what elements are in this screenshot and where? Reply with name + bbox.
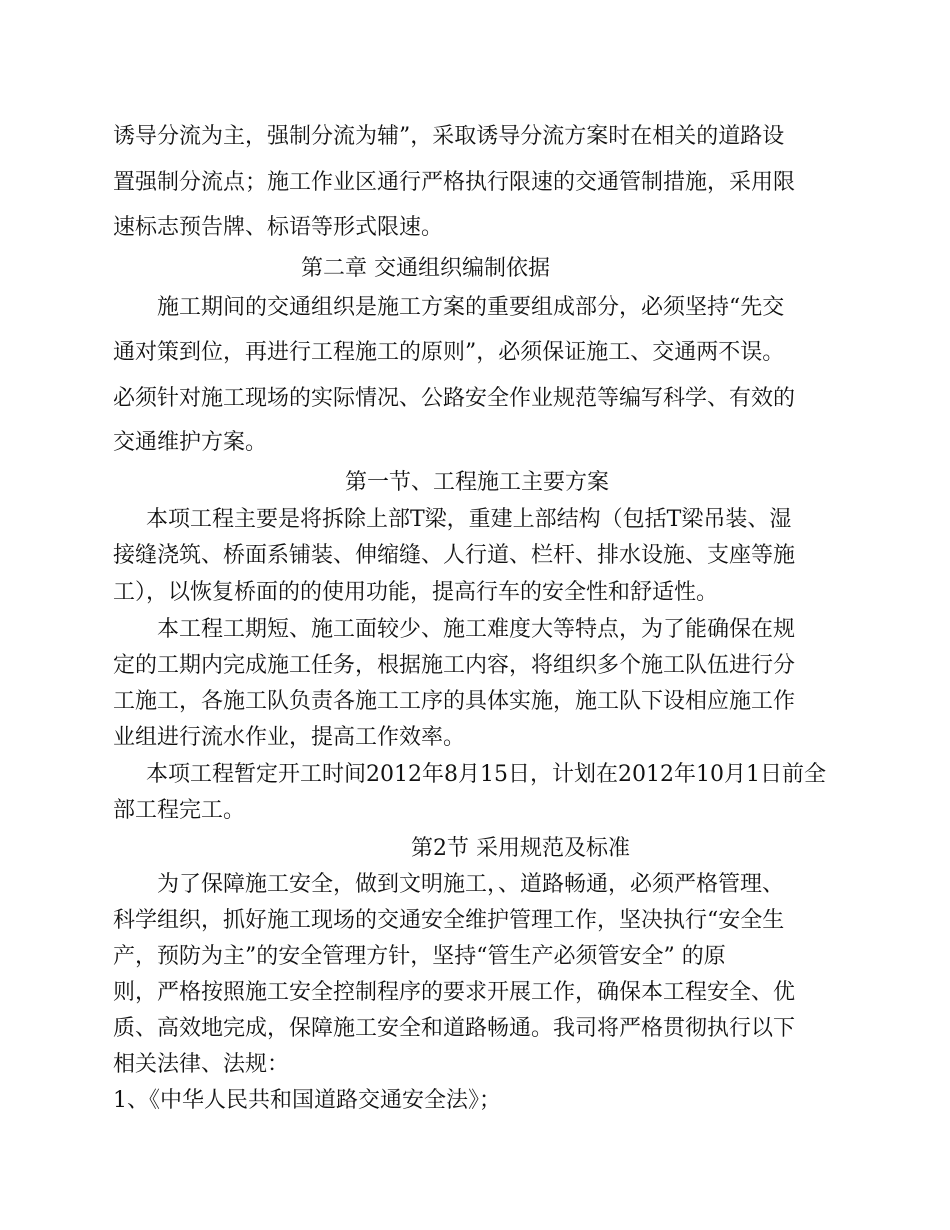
paragraph-line: 置强制分流点；施工作业区通行严格执行限速的交通管制措施，采用限: [113, 170, 796, 195]
paragraph-line: 则，严格按照施工安全控制程序的要求开展工作，确保本工程安全、优: [113, 980, 796, 1005]
section-heading: 第2节 采用规范及标准: [411, 836, 630, 861]
list-item: 1、《中华人民共和国道路交通安全法》；: [113, 1088, 501, 1113]
paragraph-line: 业组进行流水作业，提高工作效率。: [113, 725, 466, 750]
paragraph-line: 本项工程暂定开工时间2012年8月15日，计划在2012年10月1日前全: [146, 762, 826, 787]
paragraph-line: 定的工期内完成施工任务，根据施工内容，将组织多个施工队伍进行分: [113, 653, 796, 678]
paragraph-line: 工施工，各施工队负责各施工工序的具体实施，施工队下设相应施工作: [113, 689, 796, 714]
chapter-heading: 第二章 交通组织编制依据: [301, 256, 550, 281]
paragraph-line: 施工期间的交通组织是施工方案的重要组成部分，必须坚持“先交: [157, 295, 785, 320]
paragraph-line: 接缝浇筑、桥面系铺装、伸缩缝、人行道、栏杆、排水设施、支座等施: [113, 543, 796, 568]
paragraph-line: 科学组织，抓好施工现场的交通安全维护管理工作，坚决执行“安全生: [113, 908, 785, 933]
paragraph-line: 产，预防为主”的安全管理方针，坚持“管生产必须管安全” 的原: [113, 944, 726, 969]
paragraph-line: 相关法律、法规：: [113, 1052, 290, 1077]
paragraph-line: 为了保障施工安全，做到文明施工，、道路畅通，必须严格管理、: [157, 872, 785, 897]
paragraph-line: 部工程完工。: [113, 798, 246, 823]
paragraph-line: 工），以恢复桥面的的使用功能，提高行车的安全性和舒适性。: [113, 580, 719, 605]
paragraph-line: 必须针对施工现场的实际情况、公路安全作业规范等编写科学、有效的: [113, 386, 796, 411]
section-heading: 第一节、工程施工主要方案: [345, 470, 610, 495]
paragraph-line: 通对策到位，再进行工程施工的原则”，必须保证施工、交通两不误。: [113, 340, 785, 365]
paragraph-line: 速标志预告牌、标语等形式限速。: [113, 215, 444, 240]
paragraph-line: 交通维护方案。: [113, 430, 268, 455]
paragraph-line: 本工程工期短、施工面较少、施工难度大等特点，为了能确保在规: [157, 617, 796, 642]
paragraph-line: 质、高效地完成，保障施工安全和道路畅通。我司将严格贯彻执行以下: [113, 1016, 796, 1041]
paragraph-line: 诱导分流为主，强制分流为辅”，采取诱导分流方案时在相关的道路设: [113, 124, 785, 149]
paragraph-line: 本项工程主要是将拆除上部T梁，重建上部结构（包括T梁吊装、湿: [146, 507, 792, 532]
